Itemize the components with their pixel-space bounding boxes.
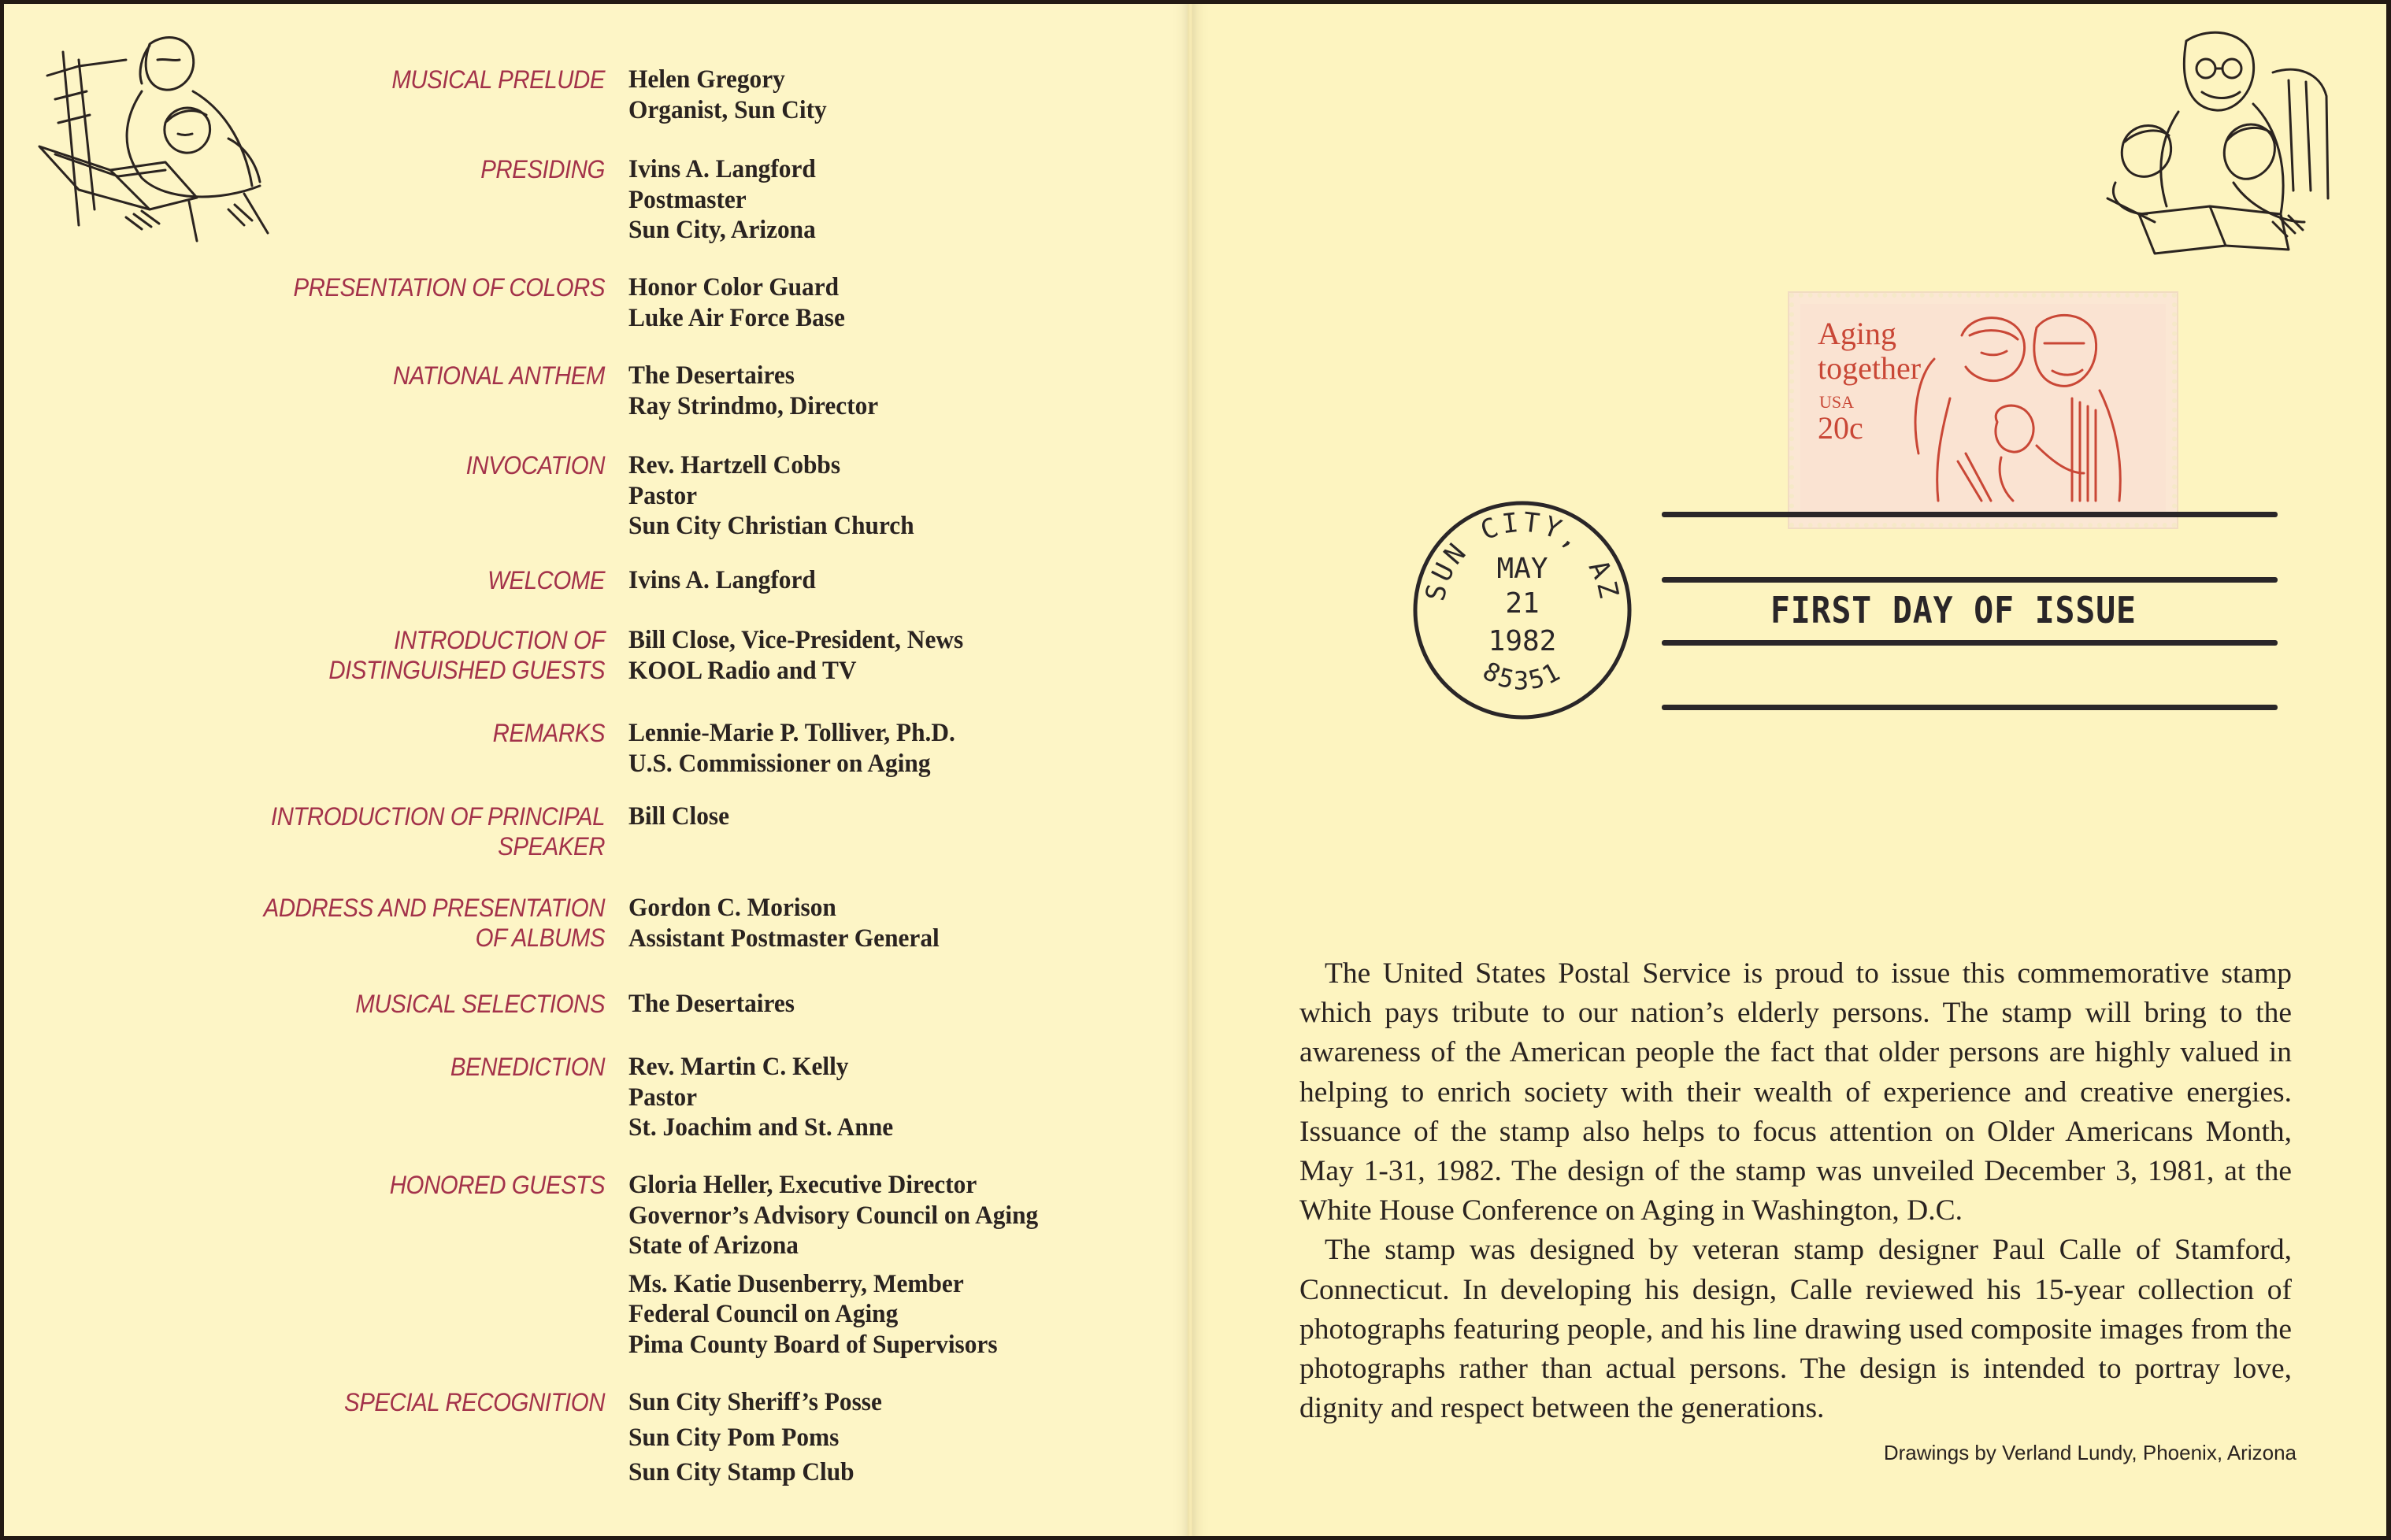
program-role-label (213, 450, 605, 480)
program-role-line: INVOCATION (465, 451, 605, 479)
program-role-line: WELCOME (487, 566, 605, 594)
program-participant-line: Pastor (628, 481, 698, 510)
program-participant-line: Bill Close, Vice-President, News (628, 626, 964, 654)
stamp-title-line1: Aging (1818, 316, 1896, 351)
program-role-label (213, 801, 605, 861)
aging-together-stamp (1789, 293, 2177, 528)
program-role-line: ADDRESS AND PRESENTATION (263, 894, 605, 922)
program-participant-line: Luke Air Force Base (628, 303, 845, 332)
program-participant-line: Governor’s Advisory Council on Aging (628, 1201, 1039, 1230)
program-participant-line: The Desertaires (628, 990, 795, 1018)
program-participant (628, 272, 1152, 333)
program-participant-line: Postmaster (628, 185, 747, 214)
program-participant-line: Gordon C. Morison (628, 894, 836, 922)
postmark-day: 21 (1505, 587, 1540, 620)
program-role-line: SPECIAL RECOGNITION (344, 1388, 605, 1416)
program-participant-line: Sun City, Arizona (628, 216, 816, 244)
program-role-label (213, 272, 605, 302)
postmark-city: SUN CITY, AZ (1419, 506, 1626, 604)
program-role-line: MUSICAL SELECTIONS (355, 990, 605, 1018)
cancel-line (1662, 640, 2278, 646)
program-role-label (213, 893, 605, 953)
program-role-label (213, 1387, 605, 1417)
program-role-line: PRESIDING (480, 155, 605, 183)
program-role-line: MUSICAL PRELUDE (391, 65, 605, 94)
program-participant-line: Gloria Heller, Executive Director (628, 1171, 977, 1199)
stamp-title (1818, 317, 1921, 386)
program-role-line: REMARKS (492, 719, 605, 747)
stamp-description (1299, 954, 2292, 1428)
program-participant (628, 565, 1152, 596)
program-participant-line: Honor Color Guard (628, 273, 840, 302)
postmark-year: 1982 (1488, 625, 1557, 657)
stamp-country: USA (1819, 392, 1855, 412)
program-role-line: OF ALBUMS (475, 924, 605, 952)
program-participant-line: KOOL Radio and TV (628, 656, 857, 685)
program-participant-line: Bill Close (628, 802, 730, 831)
program-role-line: PRESENTATION OF COLORS (293, 273, 605, 302)
program-participant (628, 1387, 1152, 1488)
program-participant-line: Pima County Board of Supervisors (628, 1330, 998, 1359)
program-participant-line: State of Arizona (628, 1231, 799, 1260)
program-participant-line: Sun City Christian Church (628, 512, 914, 540)
program-role-line: INTRODUCTION OF (394, 626, 605, 654)
program-participant-line: Rev. Hartzell Cobbs (628, 451, 841, 479)
program-role-label (213, 718, 605, 748)
program-participant (628, 1052, 1152, 1143)
drawing-credits: Drawings by Verland Lundy, Phoenix, Arizona (1883, 1441, 2296, 1464)
program-role-label (213, 625, 605, 685)
program-participant-line: Sun City Pom Poms (628, 1423, 840, 1452)
program-participant-line: Organist, Sun City (628, 95, 827, 124)
postmark-zip: 85351 (1477, 655, 1567, 696)
program-role-label (213, 1170, 605, 1200)
program-participant-line: Pastor (628, 1083, 698, 1112)
program-panel (0, 0, 1189, 1540)
program-participant (628, 801, 1152, 832)
program-participant (628, 154, 1152, 246)
program-role-line: DISTINGUISHED GUESTS (328, 656, 605, 684)
program-participant (628, 989, 1152, 1020)
description-paragraph-1: The United States Postal Service is proud to issue this commemorative stamp which pays tribute to our nation’s elderly persons. The stamp will bring to the awareness of the American people the fact that older persons are highly valued in helping to enrich society with their wealth of experience and creative energies. Issuance of the stamp also helps to focus attention on Older Americans Month, May 1-31, 1982. The design of the stamp was unveiled December 3, 1981, at the White House Conference on Aging in Washington, D.C. (1299, 957, 2292, 1227)
grandfather-children-icon (2092, 25, 2344, 261)
cancel-line (1662, 512, 2278, 517)
program-participant-line: Ms. Katie Dusenberry, Member (628, 1269, 964, 1298)
program-role-label (213, 1052, 605, 1082)
program-participant-line: Rev. Martin C. Kelly (628, 1053, 849, 1081)
program-participant-line: St. Joachim and St. Anne (628, 1113, 894, 1142)
description-paragraph-2: The stamp was designed by veteran stamp designer Paul Calle of Stamford, Connecticut. In developing his design, Calle reviewed his 15-year collection of photographs featuring people, and his line drawing used composite images from the photographs rather than actual persons. The design is intended to portray love, dignity and respect between the generations. (1299, 1234, 2292, 1425)
program-participant (628, 361, 1152, 421)
program-participant-line: Helen Gregory (628, 65, 785, 94)
program-participant-line: Ray Strindmo, Director (628, 391, 879, 420)
program-role-label (213, 361, 605, 391)
postmark (1408, 496, 1637, 724)
program-participant-line: Ivins A. Langford (628, 566, 816, 594)
program-participant-line: Sun City Sheriff’s Posse (628, 1388, 882, 1416)
stamp-image (1800, 304, 2166, 516)
program-participant-line: Ivins A. Langford (628, 155, 816, 183)
program-role-label (213, 989, 605, 1019)
program-role-label (213, 565, 605, 595)
program-participant-line: Federal Council on Aging (628, 1300, 899, 1328)
program-participant (628, 450, 1152, 542)
program-participant (628, 65, 1152, 125)
postmark-month: MAY (1496, 553, 1548, 585)
program-participant-line: U.S. Commissioner on Aging (628, 749, 931, 778)
program-participant (628, 893, 1152, 953)
program-role-label (213, 65, 605, 94)
program-participant-line: Assistant Postmaster General (628, 924, 940, 953)
program-role-line: SPEAKER (498, 832, 605, 861)
program-participant-line: Lennie-Marie P. Tolliver, Ph.D. (628, 719, 955, 747)
program-participant (628, 1170, 1152, 1360)
family-reading-drawing-right (2092, 25, 2344, 261)
program-role-line: HONORED GUESTS (389, 1171, 605, 1199)
cancel-line (1662, 705, 2278, 710)
stamp-denomination: 20c (1818, 410, 1863, 446)
first-day-of-issue-cancel: FIRST DAY OF ISSUE (1770, 589, 2137, 631)
program-role-line: INTRODUCTION OF PRINCIPAL (270, 802, 605, 831)
program-participant (628, 625, 1152, 686)
program-role-line: BENEDICTION (450, 1053, 605, 1081)
cancel-line (1662, 577, 2278, 583)
program-participant-line: Sun City Stamp Club (628, 1458, 854, 1486)
program-role-label (213, 154, 605, 184)
program-participant-line: The Desertaires (628, 361, 795, 390)
program-role-line: NATIONAL ANTHEM (393, 361, 605, 390)
family-reading-drawing-left (32, 28, 299, 249)
grandparent-reading-icon (32, 28, 299, 249)
program-participant (628, 718, 1152, 779)
stamp-title-line2: together (1818, 350, 1922, 386)
